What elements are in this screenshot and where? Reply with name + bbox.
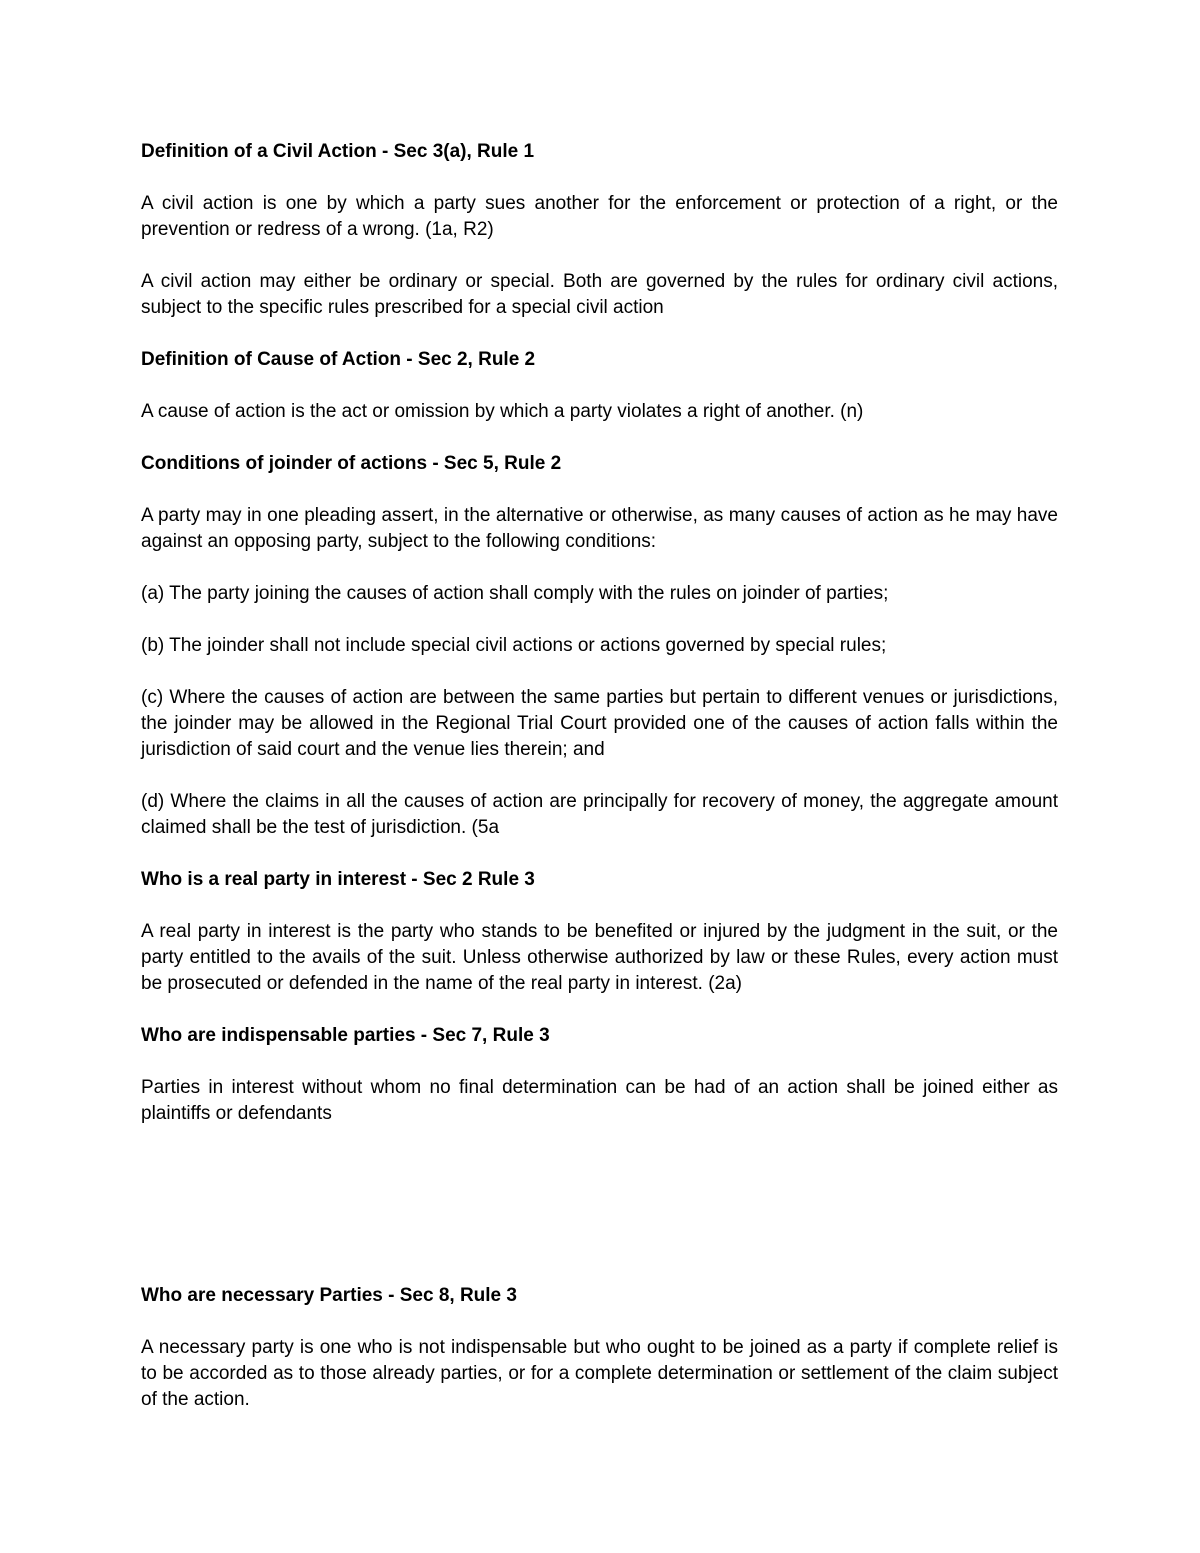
paragraph: A party may in one pleading assert, in the alternative or otherwise, as many causes of action as he may have against an opposing party, subject to the following conditions: (141, 505, 1058, 552)
list-item: (c) Where the causes of action are between the same parties but pertain to different venues or jurisdictions, the joinder may be allowed in the Regional Trial Court provided one of the causes of action falls within the jurisdiction of said court and the venue lies therein; and (141, 687, 1058, 760)
list-item: (b) The joinder shall not include special civil actions or actions governed by special rules; (141, 635, 887, 656)
paragraph: Parties in interest without whom no final determination can be had of an action shall be joined either as plaintiffs or defendants (141, 1077, 1058, 1124)
section-heading: Who are necessary Parties - Sec 8, Rule 3 (141, 1285, 517, 1306)
document-page (141, 139, 1058, 1439)
section-heading: Who is a real party in interest - Sec 2 Rule 3 (141, 869, 535, 890)
section-heading: Definition of Cause of Action - Sec 2, Rule 2 (141, 349, 536, 370)
blank-space (141, 1153, 1058, 1283)
list-item: (a) The party joining the causes of action shall comply with the rules on joinder of parties; (141, 583, 889, 604)
paragraph: A civil action may either be ordinary or special. Both are governed by the rules for ordinary civil actions, subject to the specific rules prescribed for a special civil action (141, 271, 1058, 318)
paragraph: A cause of action is the act or omission by which a party violates a right of another. (n) (141, 401, 864, 422)
paragraph: A necessary party is one who is not indispensable but who ought to be joined as a party if complete relief is to be accorded as to those already parties, or for a complete determination or settlement of the claim subject of the action. (141, 1337, 1058, 1410)
section-heading: Conditions of joinder of actions - Sec 5, Rule 2 (141, 453, 562, 474)
section-heading: Definition of a Civil Action - Sec 3(a), Rule 1 (141, 141, 535, 162)
list-item: (d) Where the claims in all the causes of action are principally for recovery of money, the aggregate amount claimed shall be the test of jurisdiction. (5a (141, 791, 1058, 838)
paragraph: A civil action is one by which a party sues another for the enforcement or protection of a right, or the prevention or redress of a wrong. (1a, R2) (141, 193, 1058, 240)
section-heading: Who are indispensable parties - Sec 7, Rule 3 (141, 1025, 550, 1046)
paragraph: A real party in interest is the party who stands to be benefited or injured by the judgment in the suit, or the party entitled to the avails of the suit. Unless otherwise authorized by law or these Rules, every action must be prosecuted or defended in the name of the real party in interest. (2a) (141, 921, 1058, 994)
